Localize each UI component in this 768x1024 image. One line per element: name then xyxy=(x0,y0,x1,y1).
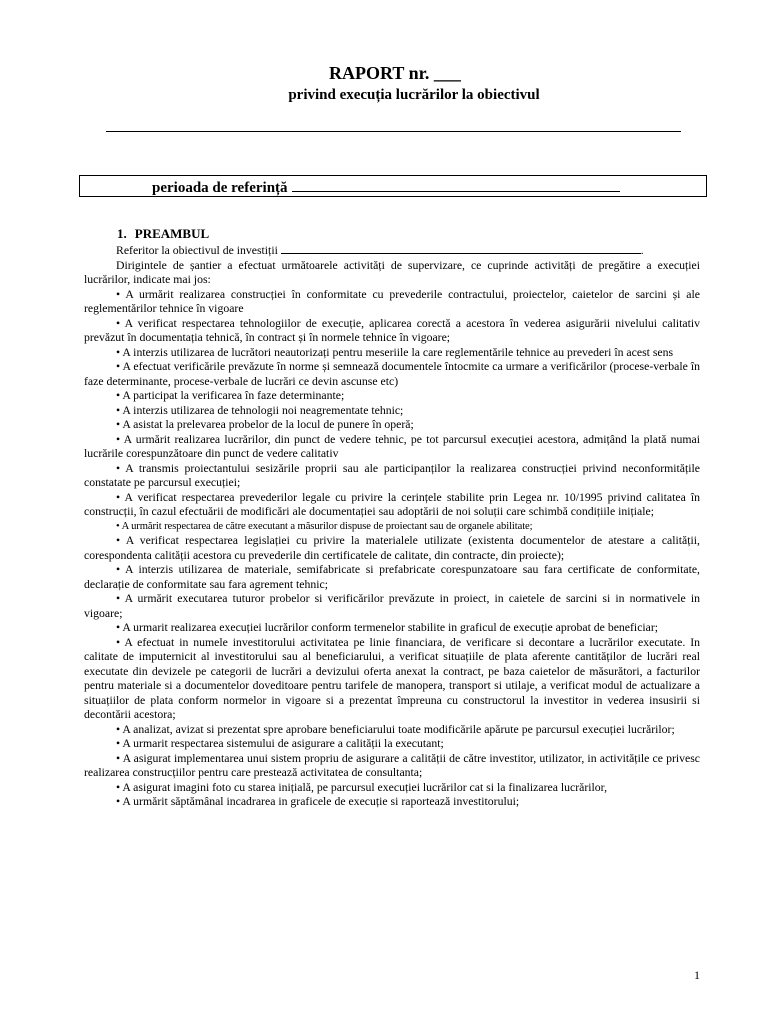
activity-item: • A urmărit realizarea construcției în conformitate cu prevederile contractului, proiectelor, caietelor de sarcini și ale reglementărilor tehnice în vigoare xyxy=(84,287,700,315)
activity-item: • A asigurat implementarea unui sistem propriu de asigurare a calității de către investitor, utilizator, in activitățile ce privesc realizarea construcțiilor pentru care prestează activitatea de consultanta; xyxy=(84,751,700,779)
objective-blank-line xyxy=(106,131,681,132)
reference-period-box xyxy=(79,175,707,197)
activity-item: • A urmarit respectarea sistemului de asigurare a calității la executant; xyxy=(116,737,444,750)
report-subtitle: privind execuția lucrărilor la obiectivul xyxy=(288,87,540,103)
activity-item: • A verificat respectarea legislației cu privire la materialele utilizate (existenta documentelor de atestare a calității, corespondenta calității acestora cu prevederile din certificatele de calitate, din contracte, din proiecte); xyxy=(84,534,700,562)
activity-item: • A urmărit executarea tuturor probelor si verificărilor prevăzute in proiect, in caietele de sarcini si in normativele in vigoare; xyxy=(84,592,700,620)
activity-item: • A interzis utilizarea de materiale, semifabricate si prefabricate corespunzatoare sau fara certificate de conformitate, declarație de conformitate sau fara agrement tehnic; xyxy=(84,563,700,591)
activity-item: • A urmărit săptămânal incadrarea in graficele de execuție si raportează investitorului; xyxy=(116,795,520,808)
reference-period-row xyxy=(152,177,620,198)
section-title: PREAMBUL xyxy=(134,226,210,241)
activity-item: • A interzis utilizarea de lucrători neautorizați pentru meseriile la care reglementările tehnice au prevederi în acest sens xyxy=(116,345,674,359)
activity-item: • A efectuat verificările prevăzute în norme și semnează documentele întocmite ca urmare a verificărilor (procese-verbale în faze determinante, procese-verbale de lucrări ce devin ascunse etc) xyxy=(84,360,700,388)
activity-item: • A urmarit realizarea execuției lucrărilor conform termenelor stabilite in graficul de execuție aprobat de beneficiar; xyxy=(116,621,659,634)
activity-item: • A urmărit respectarea de către executant a măsurilor dispuse de proiectant sau de organele abilitate; xyxy=(116,520,533,532)
activity-item: • A urmărit realizarea lucrărilor, din punct de vedere tehnic, pe tot parcursul execuției acestora, admițând la plată numai lucrările corespunzătoare din punct de vedere calitativ xyxy=(84,432,700,460)
intro-paragraph-2: Dirigintele de șantier a efectuat următoarele activități de supervizare, ce cuprinde activități de pregătire a execuției lucrărilor, indicate mai jos: xyxy=(84,258,700,286)
activity-item: • A verificat respectarea tehnologiilor de execuție, aplicarea corectă a acestora în vederea asigurării nivelului calitativ prevăzut în documentația tehnică, în contract și în normele tehnice în vigoare; xyxy=(84,316,700,344)
intro-paragraph-1 xyxy=(84,242,700,259)
activity-item: • A interzis utilizarea de tehnologii noi neagrementate tehnic; xyxy=(116,403,404,417)
objective-name-blank xyxy=(281,242,641,254)
intro-period: . xyxy=(640,244,644,257)
intro-objective-label: Referitor la obiectivul de investiții xyxy=(116,244,278,257)
activity-item: • A transmis proiectantului sesizările proprii sau ale participanților la realizarea construcției privind neconformitățile constatate pe parcursul execuției; xyxy=(84,461,700,489)
section-number: 1. xyxy=(117,226,127,241)
page-number: 1 xyxy=(694,968,700,982)
activity-item: • A analizat, avizat si prezentat spre aprobare beneficiarului toate modificările apărute pe parcursul execuției lucrărilor; xyxy=(116,722,675,736)
report-title: RAPORT nr. ___ xyxy=(329,63,461,83)
activity-item: • A asistat la prelevarea probelor de la locul de punere în operă; xyxy=(116,418,414,431)
activity-item: • A asigurat imagini foto cu starea inițială, pe parcursul execuției lucrărilor cat si la finalizarea lucrărilor, xyxy=(116,780,608,794)
reference-period-label: perioada de referință xyxy=(152,180,288,196)
activity-item: • A efectuat in numele investitorului activitatea pe linie financiara, de verificare si decontare a lucrărilor executate. In calitate de imputernicit al investitorului sau al beneficiarului, a verificat situațiile de plata aferente cantităților de lucrări real executate din devizele pe categorii de lucrări a devizului oferta anexat la contract, pe baza caietelor de măsurători, a facturilor pentru materiale si a documentelor doveditoare pentru tarifele de manopera, transport si utilaje, a verificat modul de actualizare a situațiilor de plata conform normelor in vigoare si a prezentat împreuna cu constructorul la investitor in vederea insusirii si decontării acestora; xyxy=(84,635,700,721)
section-heading xyxy=(84,226,700,242)
document-body xyxy=(84,226,700,810)
activity-item: • A participat la verificarea în faze determinante; xyxy=(116,389,345,402)
reference-period-blank-line xyxy=(292,177,620,192)
activity-item: • A verificat respectarea prevederilor legale cu privire la cerințele stabilite prin Legea nr. 10/1995 privind calitatea în construcții, în cazul efectuării de modificări ale documentației sau adoptării de noi soluții care schimbă condițiile inițiale; xyxy=(84,490,700,518)
